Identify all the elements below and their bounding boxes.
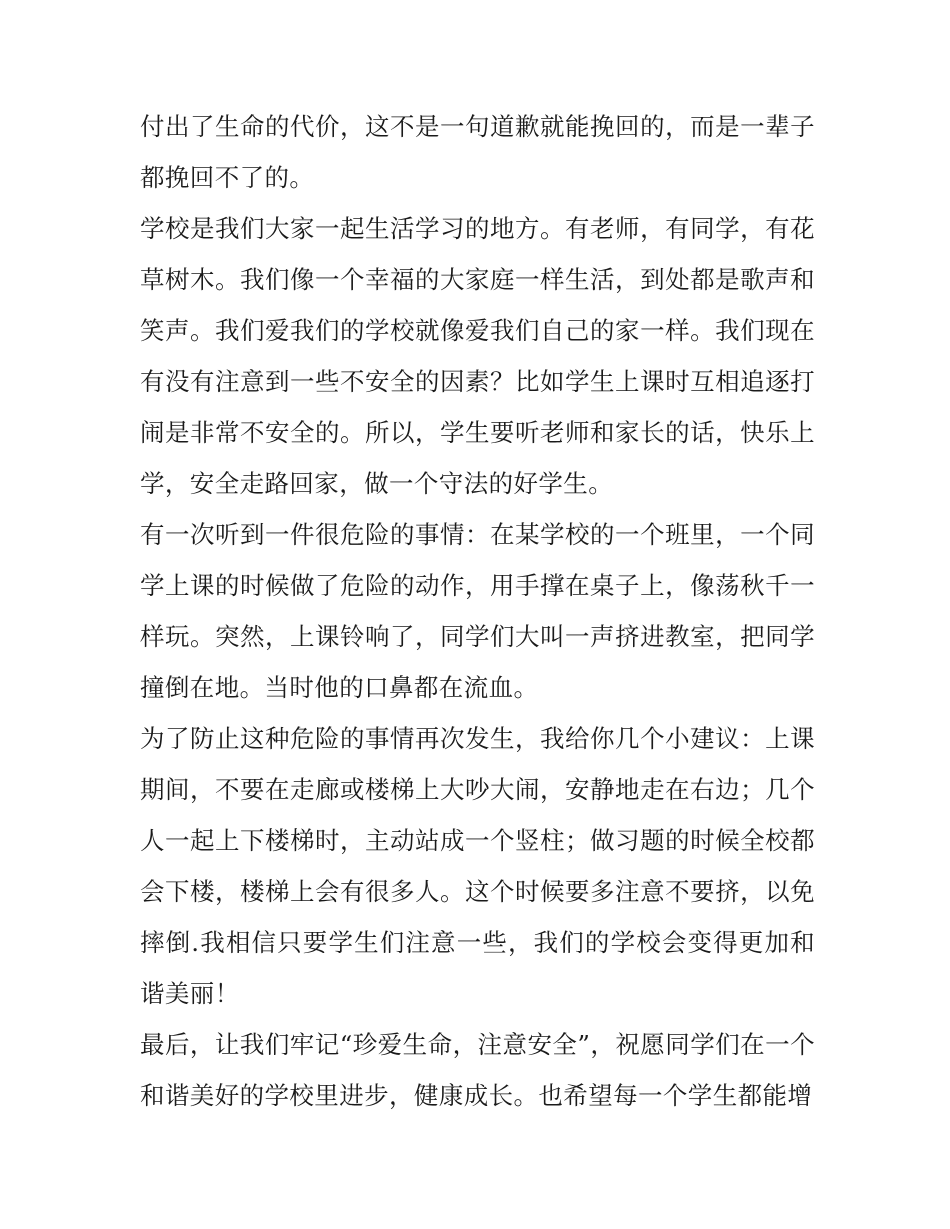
paragraph-5: 最后，让我们牢记“珍爱生命，注意安全”，祝愿同学们在一个和谐美好的学校里进步，健康成长。也希望每一个学生都能增 [140, 1030, 815, 1110]
paragraph-3: 有一次听到一件很危险的事情：在某学校的一个班里，一个同学上课的时候做了危险的动作，用手撑在桌子上，像荡秋千一样玩。突然，上课铃响了，同学们大叫一声挤进教室，把同学撞倒在地。当时他的口鼻都在流血。 [140, 520, 815, 702]
paragraph-1: 付出了生命的代价，这不是一句道歉就能挽回的，而是一辈子都挽回不了的。 [140, 112, 815, 192]
document-body [140, 101, 815, 1121]
paragraph-4: 为了防止这种危险的事情再次发生，我给你几个小建议：上课期间，不要在走廊或楼梯上大吵大闹，安静地走在右边；几个人一起上下楼梯时，主动站成一个竖柱；做习题的时候全校都会下楼，楼梯上会有很多人。这个时候要多注意不要挤，以免摔倒.我相信只要学生们注意一些，我们的学校会变得更加和谐美丽！ [140, 724, 815, 1008]
paragraph-2: 学校是我们大家一起生活学习的地方。有老师，有同学，有花草树木。我们像一个幸福的大家庭一样生活，到处都是歌声和笑声。我们爱我们的学校就像爱我们自己的家一样。我们现在有没有注意到一些不安全的因素？比如学生上课时互相追逐打闹是非常不安全的。所以，学生要听老师和家长的话，快乐上学，安全走路回家，做一个守法的好学生。 [140, 214, 815, 498]
